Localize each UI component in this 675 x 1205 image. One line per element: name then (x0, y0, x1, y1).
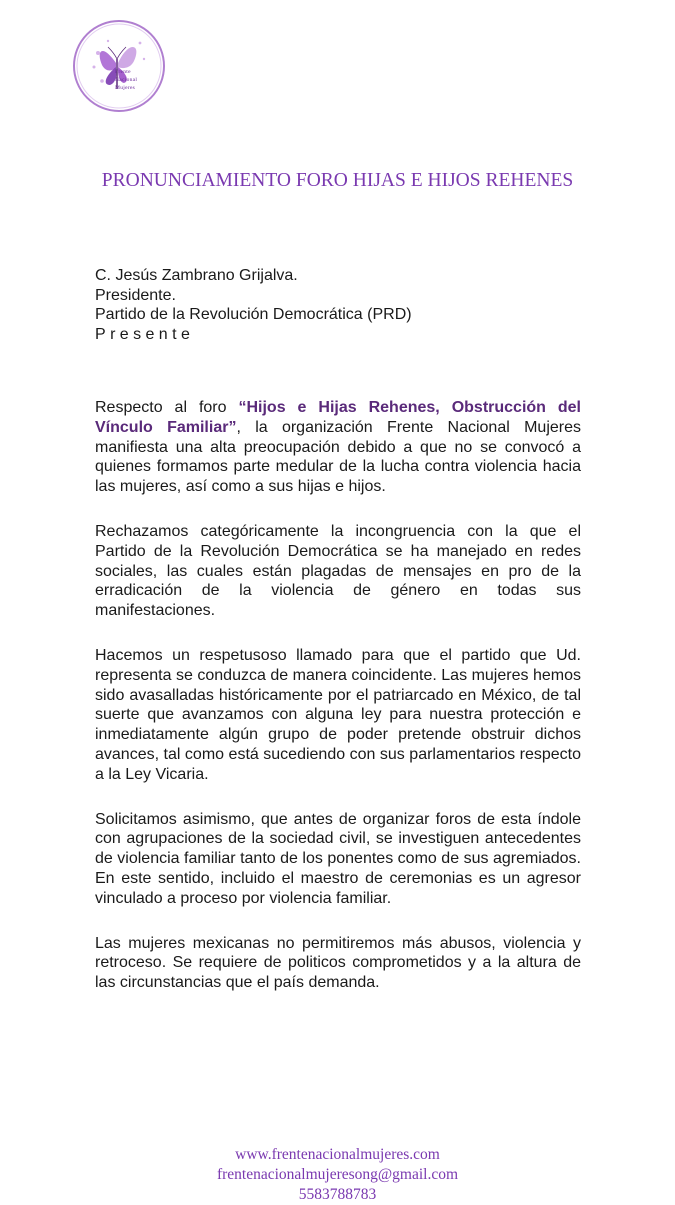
paragraph-5: Las mujeres mexicanas no permitiremos más abusos, violencia y retroceso. Se requiere de politicos comprometidos y a la altura de las circunstancias que el país demanda. (95, 934, 581, 992)
phone-number: 5583788783 (298, 1186, 377, 1203)
paragraph-4: Solicitamos asimismo, que antes de organizar foros de esta índole con agrupaciones de la sociedad civil, se investiguen antecedentes de violencia familiar tanto de los ponentes como de sus agremiados. En este sentido, incluido el maestro de ceremonias es un agresor vinculado a proceso por violencia familiar. (95, 810, 581, 907)
logo-line-1: Frente (115, 69, 131, 75)
logo-line-2: Nacional (115, 77, 138, 83)
addressee-position: Presidente. (95, 286, 176, 304)
paragraph-2: Rechazamos categóricamente la incongruencia con la que el Partido de la Revolución Democrática se ha manejado en redes sociales, las cuales están plagadas de mensajes en pro de la erradicación de la violencia de género en todas sus manifestaciones. (95, 522, 581, 620)
forum-name: “Hijos e Hijas Rehenes, Obstrucción del Vínculo Familiar” (95, 399, 581, 436)
addressee-organization: Partido de la Revolución Democrática (PRD) (95, 306, 412, 323)
logo-line-3: Mujeres (115, 85, 136, 91)
paragraph-1-intro: Respecto al foro (95, 399, 239, 416)
organization-logo (72, 19, 166, 113)
logo-lettering (115, 68, 155, 92)
email-link[interactable]: frentenacionalmujeresong@gmail.com (216, 1166, 459, 1183)
document-body (95, 398, 581, 1018)
butterfly-logo-icon (72, 19, 166, 113)
addressee-block (95, 266, 575, 344)
addressee-name: C. Jesús Zambrano Grijalva. (95, 267, 298, 284)
paragraph-1-rest: , la organización Frente Nacional Mujeres manifiesta una alta preocupación debido a que no se convocó a quienes formamos parte medular de la lucha contra violencia hacia las mujeres, así como a sus hijas e hijos. (95, 418, 581, 496)
website-link[interactable]: www.frentenacionalmujeres.com (235, 1146, 440, 1163)
addressee-present: Presente (95, 325, 195, 343)
paragraph-1 (95, 398, 581, 497)
document-title: PRONUNCIAMIENTO FORO HIJAS E HIJOS REHENES (101, 170, 574, 191)
paragraph-3: Hacemos un respetusoso llamado para que el partido que Ud. representa se conduzca de manera coincidente. Las mujeres hemos sido avasalladas históricamente por el patriarcado en México, de tal suerte que avanzamos con alguna ley para nuestra protección e inmediatamente algún grupo de poder pretende obstruir dichos avances, tal como está sucediendo con sus parlamentarios respecto a la Ley Vicaria. (95, 646, 581, 783)
contact-footer (120, 1145, 555, 1205)
